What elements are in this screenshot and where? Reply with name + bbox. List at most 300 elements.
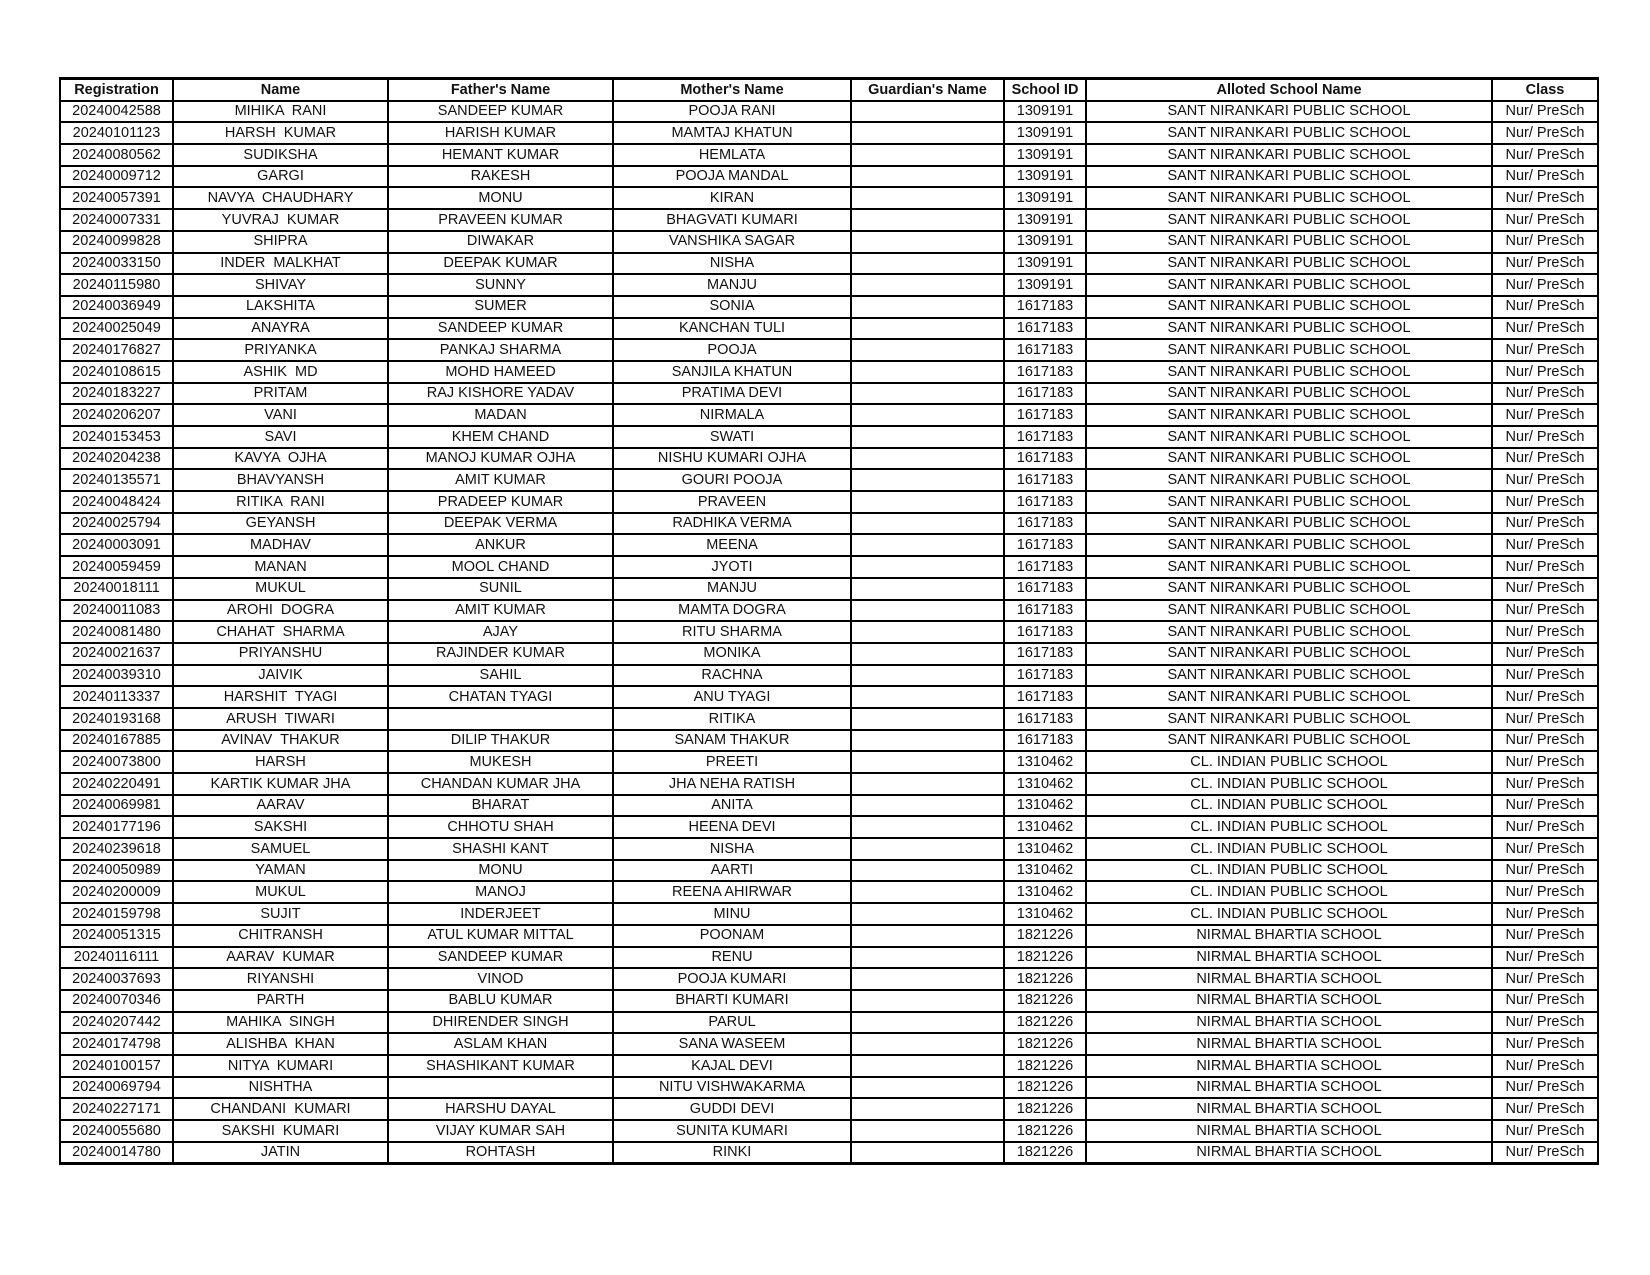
- cell-school-name: CL. INDIAN PUBLIC SCHOOL: [1086, 795, 1492, 817]
- cell-father-name: MOOL CHAND: [388, 556, 613, 578]
- cell-father-name: SANDEEP KUMAR: [388, 947, 613, 969]
- table-row: [60, 686, 1598, 708]
- cell-class: Nur/ PreSch: [1492, 1077, 1598, 1099]
- cell-class: Nur/ PreSch: [1492, 361, 1598, 383]
- cell-school-name: SANT NIRANKARI PUBLIC SCHOOL: [1086, 339, 1492, 361]
- cell-registration: 20240239618: [60, 838, 173, 860]
- cell-guardian-name: [851, 838, 1004, 860]
- cell-school-id: 1310462: [1004, 751, 1086, 773]
- header-row: [60, 79, 1598, 101]
- cell-school-name: SANT NIRANKARI PUBLIC SCHOOL: [1086, 361, 1492, 383]
- cell-guardian-name: [851, 469, 1004, 491]
- cell-school-id: 1617183: [1004, 730, 1086, 752]
- cell-school-name: SANT NIRANKARI PUBLIC SCHOOL: [1086, 730, 1492, 752]
- cell-class: Nur/ PreSch: [1492, 578, 1598, 600]
- cell-class: Nur/ PreSch: [1492, 144, 1598, 166]
- cell-father-name: MANOJ KUMAR OJHA: [388, 448, 613, 470]
- cell-class: Nur/ PreSch: [1492, 643, 1598, 665]
- cell-school-id: 1617183: [1004, 708, 1086, 730]
- cell-father-name: PANKAJ SHARMA: [388, 339, 613, 361]
- cell-guardian-name: [851, 101, 1004, 123]
- cell-school-name: NIRMAL BHARTIA SCHOOL: [1086, 1120, 1492, 1142]
- cell-name: AARAV: [173, 795, 388, 817]
- admission-allotment-table: [59, 77, 1599, 1165]
- cell-father-name: VIJAY KUMAR SAH: [388, 1120, 613, 1142]
- table-row: [60, 795, 1598, 817]
- cell-school-id: 1821226: [1004, 925, 1086, 947]
- cell-registration: 20240059459: [60, 556, 173, 578]
- cell-school-id: 1310462: [1004, 773, 1086, 795]
- table-row: [60, 426, 1598, 448]
- cell-registration: 20240101123: [60, 122, 173, 144]
- cell-name: MIHIKA RANI: [173, 101, 388, 123]
- table-row: [60, 643, 1598, 665]
- cell-name: ASHIK MD: [173, 361, 388, 383]
- cell-mother-name: SONIA: [613, 296, 851, 318]
- cell-school-name: SANT NIRANKARI PUBLIC SCHOOL: [1086, 404, 1492, 426]
- cell-guardian-name: [851, 296, 1004, 318]
- cell-guardian-name: [851, 816, 1004, 838]
- cell-school-name: NIRMAL BHARTIA SCHOOL: [1086, 925, 1492, 947]
- cell-school-name: SANT NIRANKARI PUBLIC SCHOOL: [1086, 686, 1492, 708]
- cell-mother-name: SANJILA KHATUN: [613, 361, 851, 383]
- cell-school-name: SANT NIRANKARI PUBLIC SCHOOL: [1086, 144, 1492, 166]
- table-row: [60, 621, 1598, 643]
- cell-registration: 20240033150: [60, 253, 173, 275]
- cell-father-name: VINOD: [388, 968, 613, 990]
- cell-mother-name: NISHA: [613, 838, 851, 860]
- table-body: [60, 101, 1598, 1164]
- cell-name: SUDIKSHA: [173, 144, 388, 166]
- cell-mother-name: MANJU: [613, 578, 851, 600]
- cell-mother-name: KAJAL DEVI: [613, 1055, 851, 1077]
- cell-mother-name: BHAGVATI KUMARI: [613, 209, 851, 231]
- cell-school-id: 1309191: [1004, 122, 1086, 144]
- table-row: [60, 513, 1598, 535]
- cell-name: SHIPRA: [173, 231, 388, 253]
- cell-school-name: SANT NIRANKARI PUBLIC SCHOOL: [1086, 643, 1492, 665]
- cell-name: RIYANSHI: [173, 968, 388, 990]
- cell-mother-name: RITIKA: [613, 708, 851, 730]
- table-row: [60, 339, 1598, 361]
- cell-father-name: MUKESH: [388, 751, 613, 773]
- cell-school-id: 1309191: [1004, 144, 1086, 166]
- cell-name: SAKSHI: [173, 816, 388, 838]
- cell-registration: 20240099828: [60, 231, 173, 253]
- table-row: [60, 730, 1598, 752]
- cell-school-id: 1309191: [1004, 231, 1086, 253]
- cell-registration: 20240183227: [60, 383, 173, 405]
- cell-registration: 20240227171: [60, 1098, 173, 1120]
- cell-guardian-name: [851, 426, 1004, 448]
- cell-mother-name: GOURI POOJA: [613, 469, 851, 491]
- cell-class: Nur/ PreSch: [1492, 491, 1598, 513]
- cell-guardian-name: [851, 1098, 1004, 1120]
- cell-father-name: AMIT KUMAR: [388, 600, 613, 622]
- table-row: [60, 925, 1598, 947]
- cell-school-id: 1617183: [1004, 339, 1086, 361]
- cell-school-name: CL. INDIAN PUBLIC SCHOOL: [1086, 838, 1492, 860]
- cell-name: HARSHIT TYAGI: [173, 686, 388, 708]
- cell-school-id: 1310462: [1004, 860, 1086, 882]
- cell-guardian-name: [851, 534, 1004, 556]
- table-row: [60, 1012, 1598, 1034]
- cell-school-id: 1310462: [1004, 881, 1086, 903]
- cell-registration: 20240051315: [60, 925, 173, 947]
- cell-name: NAVYA CHAUDHARY: [173, 187, 388, 209]
- header-mother-name: Mother's Name: [613, 79, 851, 101]
- cell-father-name: SANDEEP KUMAR: [388, 101, 613, 123]
- cell-registration: 20240021637: [60, 643, 173, 665]
- cell-class: Nur/ PreSch: [1492, 621, 1598, 643]
- cell-registration: 20240167885: [60, 730, 173, 752]
- cell-school-name: CL. INDIAN PUBLIC SCHOOL: [1086, 903, 1492, 925]
- cell-father-name: BHARAT: [388, 795, 613, 817]
- cell-father-name: AMIT KUMAR: [388, 469, 613, 491]
- cell-guardian-name: [851, 947, 1004, 969]
- cell-father-name: HEMANT KUMAR: [388, 144, 613, 166]
- cell-guardian-name: [851, 968, 1004, 990]
- cell-father-name: SUNNY: [388, 274, 613, 296]
- cell-school-id: 1309191: [1004, 253, 1086, 275]
- cell-name: MUKUL: [173, 881, 388, 903]
- cell-school-name: CL. INDIAN PUBLIC SCHOOL: [1086, 860, 1492, 882]
- cell-class: Nur/ PreSch: [1492, 1098, 1598, 1120]
- cell-class: Nur/ PreSch: [1492, 838, 1598, 860]
- cell-name: ALISHBA KHAN: [173, 1033, 388, 1055]
- cell-school-id: 1821226: [1004, 968, 1086, 990]
- cell-guardian-name: [851, 383, 1004, 405]
- cell-registration: 20240081480: [60, 621, 173, 643]
- cell-school-id: 1310462: [1004, 903, 1086, 925]
- cell-name: SUJIT: [173, 903, 388, 925]
- cell-class: Nur/ PreSch: [1492, 166, 1598, 188]
- table-row: [60, 1098, 1598, 1120]
- table-row: [60, 881, 1598, 903]
- table-row: [60, 556, 1598, 578]
- cell-mother-name: KANCHAN TULI: [613, 318, 851, 340]
- cell-guardian-name: [851, 1120, 1004, 1142]
- cell-registration: 20240206207: [60, 404, 173, 426]
- header-guardian-name: Guardian's Name: [851, 79, 1004, 101]
- cell-name: PRIYANKA: [173, 339, 388, 361]
- cell-father-name: RAKESH: [388, 166, 613, 188]
- cell-registration: 20240050989: [60, 860, 173, 882]
- cell-class: Nur/ PreSch: [1492, 1142, 1598, 1164]
- cell-mother-name: NISHU KUMARI OJHA: [613, 448, 851, 470]
- cell-school-id: 1821226: [1004, 1098, 1086, 1120]
- cell-guardian-name: [851, 339, 1004, 361]
- cell-mother-name: POOJA: [613, 339, 851, 361]
- cell-class: Nur/ PreSch: [1492, 730, 1598, 752]
- cell-registration: 20240009712: [60, 166, 173, 188]
- table-row: [60, 838, 1598, 860]
- table-row: [60, 990, 1598, 1012]
- cell-mother-name: MEENA: [613, 534, 851, 556]
- cell-school-name: SANT NIRANKARI PUBLIC SCHOOL: [1086, 296, 1492, 318]
- cell-school-name: SANT NIRANKARI PUBLIC SCHOOL: [1086, 708, 1492, 730]
- cell-school-name: SANT NIRANKARI PUBLIC SCHOOL: [1086, 513, 1492, 535]
- cell-guardian-name: [851, 231, 1004, 253]
- cell-class: Nur/ PreSch: [1492, 860, 1598, 882]
- cell-mother-name: MAMTAJ KHATUN: [613, 122, 851, 144]
- cell-father-name: SAHIL: [388, 665, 613, 687]
- cell-father-name: RAJ KISHORE YADAV: [388, 383, 613, 405]
- cell-father-name: ROHTASH: [388, 1142, 613, 1164]
- cell-name: SAKSHI KUMARI: [173, 1120, 388, 1142]
- table-row: [60, 578, 1598, 600]
- cell-registration: 20240200009: [60, 881, 173, 903]
- cell-guardian-name: [851, 513, 1004, 535]
- table-row: [60, 1120, 1598, 1142]
- cell-school-name: SANT NIRANKARI PUBLIC SCHOOL: [1086, 253, 1492, 275]
- cell-guardian-name: [851, 773, 1004, 795]
- cell-father-name: DILIP THAKUR: [388, 730, 613, 752]
- cell-father-name: MOHD HAMEED: [388, 361, 613, 383]
- table-row: [60, 361, 1598, 383]
- cell-registration: 20240159798: [60, 903, 173, 925]
- cell-class: Nur/ PreSch: [1492, 751, 1598, 773]
- cell-registration: 20240070346: [60, 990, 173, 1012]
- cell-guardian-name: [851, 361, 1004, 383]
- cell-school-id: 1309191: [1004, 274, 1086, 296]
- cell-guardian-name: [851, 686, 1004, 708]
- table-row: [60, 404, 1598, 426]
- cell-mother-name: PRATIMA DEVI: [613, 383, 851, 405]
- table-row: [60, 1055, 1598, 1077]
- cell-mother-name: MONIKA: [613, 643, 851, 665]
- table-row: [60, 816, 1598, 838]
- cell-school-name: SANT NIRANKARI PUBLIC SCHOOL: [1086, 101, 1492, 123]
- cell-class: Nur/ PreSch: [1492, 968, 1598, 990]
- table-row: [60, 144, 1598, 166]
- cell-mother-name: VANSHIKA SAGAR: [613, 231, 851, 253]
- cell-school-id: 1617183: [1004, 361, 1086, 383]
- cell-registration: 20240135571: [60, 469, 173, 491]
- table-row: [60, 101, 1598, 123]
- cell-name: CHITRANSH: [173, 925, 388, 947]
- cell-mother-name: JHA NEHA RATISH: [613, 773, 851, 795]
- cell-name: AARAV KUMAR: [173, 947, 388, 969]
- table-row: [60, 1142, 1598, 1164]
- cell-registration: 20240207442: [60, 1012, 173, 1034]
- cell-registration: 20240011083: [60, 600, 173, 622]
- cell-registration: 20240108615: [60, 361, 173, 383]
- cell-name: MUKUL: [173, 578, 388, 600]
- cell-mother-name: KIRAN: [613, 187, 851, 209]
- cell-name: KAVYA OJHA: [173, 448, 388, 470]
- cell-mother-name: RENU: [613, 947, 851, 969]
- cell-name: CHANDANI KUMARI: [173, 1098, 388, 1120]
- cell-class: Nur/ PreSch: [1492, 534, 1598, 556]
- cell-school-id: 1309191: [1004, 166, 1086, 188]
- cell-father-name: CHATAN TYAGI: [388, 686, 613, 708]
- cell-guardian-name: [851, 643, 1004, 665]
- cell-registration: 20240039310: [60, 665, 173, 687]
- cell-guardian-name: [851, 166, 1004, 188]
- cell-guardian-name: [851, 1033, 1004, 1055]
- cell-school-id: 1617183: [1004, 643, 1086, 665]
- cell-father-name: ANKUR: [388, 534, 613, 556]
- cell-school-id: 1617183: [1004, 600, 1086, 622]
- cell-name: VANI: [173, 404, 388, 426]
- cell-class: Nur/ PreSch: [1492, 209, 1598, 231]
- cell-registration: 20240057391: [60, 187, 173, 209]
- cell-school-name: CL. INDIAN PUBLIC SCHOOL: [1086, 881, 1492, 903]
- cell-school-id: 1617183: [1004, 578, 1086, 600]
- cell-school-name: SANT NIRANKARI PUBLIC SCHOOL: [1086, 318, 1492, 340]
- cell-guardian-name: [851, 578, 1004, 600]
- cell-name: NITYA KUMARI: [173, 1055, 388, 1077]
- cell-school-name: NIRMAL BHARTIA SCHOOL: [1086, 1142, 1492, 1164]
- cell-class: Nur/ PreSch: [1492, 665, 1598, 687]
- cell-registration: 20240115980: [60, 274, 173, 296]
- cell-father-name: MONU: [388, 860, 613, 882]
- cell-school-id: 1617183: [1004, 404, 1086, 426]
- cell-father-name: PRAVEEN KUMAR: [388, 209, 613, 231]
- cell-registration: 20240037693: [60, 968, 173, 990]
- table-header: [60, 79, 1598, 101]
- cell-guardian-name: [851, 491, 1004, 513]
- cell-father-name: HARISH KUMAR: [388, 122, 613, 144]
- cell-school-id: 1617183: [1004, 448, 1086, 470]
- cell-school-name: SANT NIRANKARI PUBLIC SCHOOL: [1086, 274, 1492, 296]
- cell-registration: 20240220491: [60, 773, 173, 795]
- table-row: [60, 491, 1598, 513]
- cell-name: GARGI: [173, 166, 388, 188]
- cell-school-name: NIRMAL BHARTIA SCHOOL: [1086, 1033, 1492, 1055]
- cell-school-name: CL. INDIAN PUBLIC SCHOOL: [1086, 751, 1492, 773]
- cell-name: PRITAM: [173, 383, 388, 405]
- cell-school-id: 1821226: [1004, 947, 1086, 969]
- cell-school-id: 1617183: [1004, 621, 1086, 643]
- cell-guardian-name: [851, 187, 1004, 209]
- table-row: [60, 1077, 1598, 1099]
- cell-school-id: 1617183: [1004, 534, 1086, 556]
- cell-name: JAIVIK: [173, 665, 388, 687]
- cell-mother-name: HEMLATA: [613, 144, 851, 166]
- cell-class: Nur/ PreSch: [1492, 795, 1598, 817]
- cell-school-id: 1310462: [1004, 816, 1086, 838]
- cell-registration: 20240100157: [60, 1055, 173, 1077]
- cell-school-id: 1821226: [1004, 1077, 1086, 1099]
- cell-mother-name: AARTI: [613, 860, 851, 882]
- cell-class: Nur/ PreSch: [1492, 903, 1598, 925]
- cell-school-id: 1821226: [1004, 1142, 1086, 1164]
- cell-class: Nur/ PreSch: [1492, 1055, 1598, 1077]
- cell-guardian-name: [851, 795, 1004, 817]
- cell-class: Nur/ PreSch: [1492, 187, 1598, 209]
- table-row: [60, 166, 1598, 188]
- cell-school-name: SANT NIRANKARI PUBLIC SCHOOL: [1086, 469, 1492, 491]
- cell-school-name: SANT NIRANKARI PUBLIC SCHOOL: [1086, 665, 1492, 687]
- cell-father-name: DIWAKAR: [388, 231, 613, 253]
- cell-father-name: MANOJ: [388, 881, 613, 903]
- cell-class: Nur/ PreSch: [1492, 383, 1598, 405]
- cell-class: Nur/ PreSch: [1492, 318, 1598, 340]
- table-row: [60, 1033, 1598, 1055]
- cell-name: CHAHAT SHARMA: [173, 621, 388, 643]
- cell-mother-name: SANA WASEEM: [613, 1033, 851, 1055]
- cell-school-name: SANT NIRANKARI PUBLIC SCHOOL: [1086, 491, 1492, 513]
- cell-mother-name: ANU TYAGI: [613, 686, 851, 708]
- cell-guardian-name: [851, 556, 1004, 578]
- cell-registration: 20240174798: [60, 1033, 173, 1055]
- cell-school-name: SANT NIRANKARI PUBLIC SCHOOL: [1086, 448, 1492, 470]
- header-father-name: Father's Name: [388, 79, 613, 101]
- cell-mother-name: PREETI: [613, 751, 851, 773]
- cell-school-name: NIRMAL BHARTIA SCHOOL: [1086, 1098, 1492, 1120]
- cell-mother-name: POOJA RANI: [613, 101, 851, 123]
- cell-class: Nur/ PreSch: [1492, 1012, 1598, 1034]
- cell-mother-name: RACHNA: [613, 665, 851, 687]
- cell-class: Nur/ PreSch: [1492, 1120, 1598, 1142]
- cell-mother-name: GUDDI DEVI: [613, 1098, 851, 1120]
- cell-mother-name: RINKI: [613, 1142, 851, 1164]
- cell-name: PARTH: [173, 990, 388, 1012]
- cell-mother-name: ANITA: [613, 795, 851, 817]
- cell-school-name: SANT NIRANKARI PUBLIC SCHOOL: [1086, 534, 1492, 556]
- cell-school-name: SANT NIRANKARI PUBLIC SCHOOL: [1086, 556, 1492, 578]
- cell-name: NISHTHA: [173, 1077, 388, 1099]
- table-row: [60, 448, 1598, 470]
- cell-school-id: 1310462: [1004, 838, 1086, 860]
- cell-guardian-name: [851, 730, 1004, 752]
- cell-father-name: MADAN: [388, 404, 613, 426]
- cell-name: HARSH: [173, 751, 388, 773]
- cell-mother-name: MAMTA DOGRA: [613, 600, 851, 622]
- cell-father-name: SHASHI KANT: [388, 838, 613, 860]
- cell-school-name: SANT NIRANKARI PUBLIC SCHOOL: [1086, 600, 1492, 622]
- cell-class: Nur/ PreSch: [1492, 925, 1598, 947]
- cell-mother-name: REENA AHIRWAR: [613, 881, 851, 903]
- table-row: [60, 600, 1598, 622]
- cell-class: Nur/ PreSch: [1492, 231, 1598, 253]
- header-name: Name: [173, 79, 388, 101]
- cell-name: GEYANSH: [173, 513, 388, 535]
- cell-class: Nur/ PreSch: [1492, 513, 1598, 535]
- cell-name: SHIVAY: [173, 274, 388, 296]
- cell-class: Nur/ PreSch: [1492, 122, 1598, 144]
- cell-school-id: 1617183: [1004, 665, 1086, 687]
- table-row: [60, 708, 1598, 730]
- cell-name: AVINAV THAKUR: [173, 730, 388, 752]
- cell-school-name: NIRMAL BHARTIA SCHOOL: [1086, 1055, 1492, 1077]
- cell-father-name: ATUL KUMAR MITTAL: [388, 925, 613, 947]
- cell-school-id: 1617183: [1004, 491, 1086, 513]
- cell-class: Nur/ PreSch: [1492, 556, 1598, 578]
- cell-guardian-name: [851, 144, 1004, 166]
- cell-father-name: INDERJEET: [388, 903, 613, 925]
- cell-school-id: 1617183: [1004, 383, 1086, 405]
- cell-name: KARTIK KUMAR JHA: [173, 773, 388, 795]
- cell-guardian-name: [851, 122, 1004, 144]
- cell-father-name: SANDEEP KUMAR: [388, 318, 613, 340]
- cell-school-id: 1821226: [1004, 1055, 1086, 1077]
- cell-registration: 20240055680: [60, 1120, 173, 1142]
- cell-registration: 20240153453: [60, 426, 173, 448]
- cell-mother-name: SANAM THAKUR: [613, 730, 851, 752]
- cell-registration: 20240025049: [60, 318, 173, 340]
- cell-school-name: NIRMAL BHARTIA SCHOOL: [1086, 1012, 1492, 1034]
- cell-school-name: SANT NIRANKARI PUBLIC SCHOOL: [1086, 578, 1492, 600]
- cell-school-id: 1821226: [1004, 990, 1086, 1012]
- cell-school-name: SANT NIRANKARI PUBLIC SCHOOL: [1086, 122, 1492, 144]
- cell-school-id: 1617183: [1004, 426, 1086, 448]
- cell-class: Nur/ PreSch: [1492, 426, 1598, 448]
- cell-class: Nur/ PreSch: [1492, 708, 1598, 730]
- cell-registration: 20240014780: [60, 1142, 173, 1164]
